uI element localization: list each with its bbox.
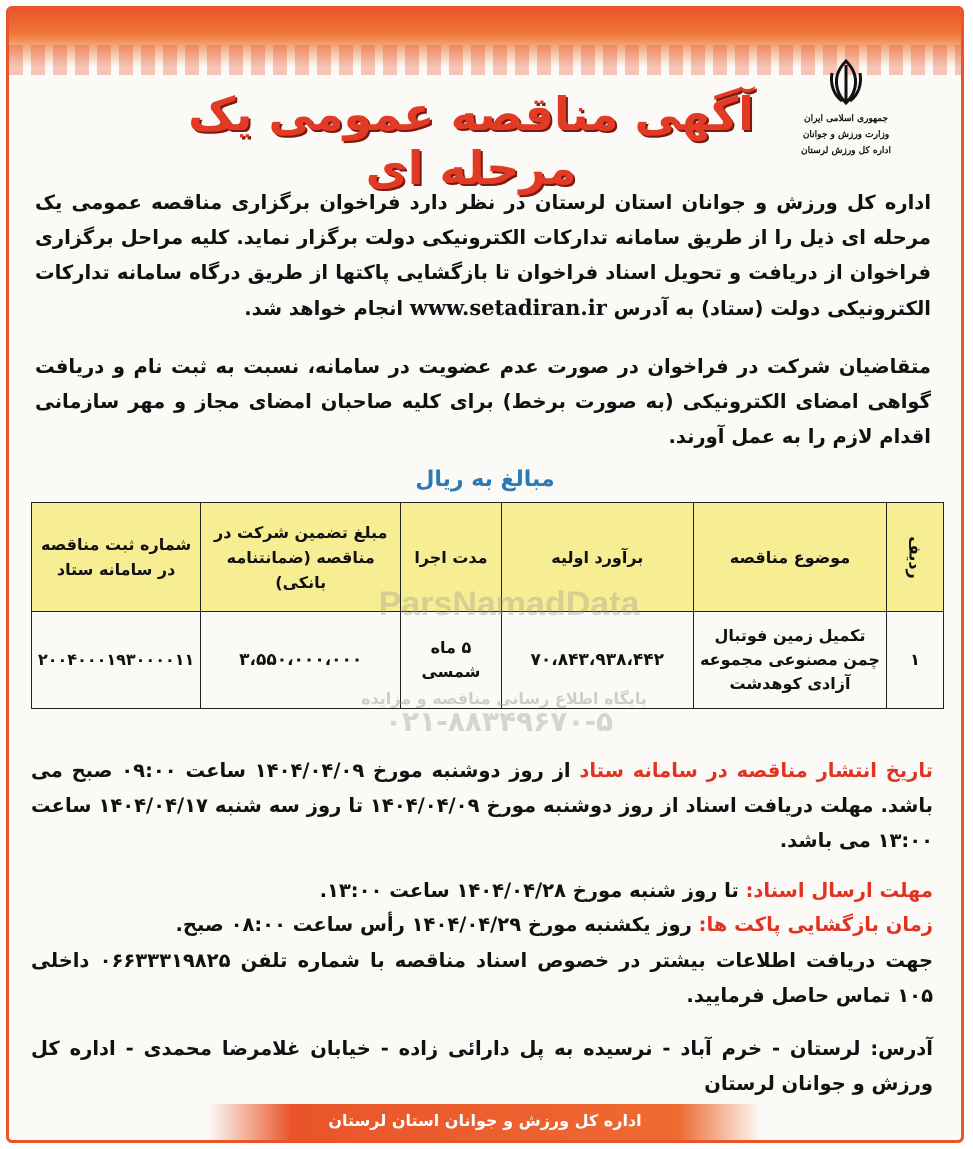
cell-duration: ۵ ماه شمسی bbox=[401, 612, 502, 709]
cell-estimate: ۷۰،۸۴۳،۹۳۸،۴۴۲ bbox=[501, 612, 693, 709]
contact-info: جهت دریافت اطلاعات بیشتر در خصوص اسناد مناقصه با شماره تلفن ۰۶۶۳۳۳۱۹۸۲۵ داخلی ۱۰۵ تماس حاصل فرمایید. bbox=[31, 949, 933, 1007]
cell-registration: ۲۰۰۴۰۰۰۱۹۳۰۰۰۰۱۱ bbox=[32, 612, 201, 709]
emblem-line-2: وزارت ورزش و جوانان bbox=[802, 130, 890, 140]
registration-paragraph: متقاضیان شرکت در فراخوان در صورت عدم عضویت در سامانه، نسبت به ثبت نام و دریافت گواهی امضای الکترونیکی (به صورت برخط) برای کلیه صاحبان امضای مجاز و مهر سازمانی اقدام لازم را به عمل آورند. bbox=[35, 355, 931, 448]
cell-guarantee: ۳،۵۵۰،۰۰۰،۰۰۰ bbox=[201, 612, 401, 709]
watermark-caption: پایگاه اطلاع رسانی مناقصه و مزایده bbox=[361, 689, 647, 708]
intro-paragraph bbox=[35, 185, 931, 326]
tender-notice bbox=[6, 6, 964, 1143]
header-guarantee: مبلغ تضمین شرکت در مناقصه (ضمانتنامه بانکی) bbox=[201, 503, 401, 612]
opening-text: روز یکشنبه مورخ ۱۴۰۴/۰۴/۲۹ رأس ساعت ۰۸:۰۰ صبح. bbox=[175, 913, 699, 936]
header-row-number: ردیف bbox=[887, 503, 944, 612]
watermark-brand: ParsNamadData bbox=[378, 585, 640, 623]
emblem-line-3: اداره کل ورزش لرستان bbox=[801, 146, 891, 156]
currency-note: مبالغ به ریال bbox=[415, 467, 555, 492]
setad-url: www.setadiran.ir bbox=[409, 295, 607, 320]
publish-text: از روز دوشنبه مورخ ۱۴۰۴/۰۴/۰۹ ساعت ۰۹:۰۰ صبح می باشد. مهلت دریافت اسناد از روز دوشنبه مورخ ۱۴۰۴/۰۴/۰۹ تا روز سه شنبه ۱۴۰۴/۰۴/۱۷ ساعت ۱۳:۰۰ می باشد. bbox=[31, 759, 933, 852]
intro-text-before-url: اداره کل ورزش و جوانان استان لرستان در نظر دارد فراخوان برگزاری مناقصه عمومی یک مرحله ای ذیل را از طریق سامانه تدارکات الکترونیکی دولت برگزار نماید. کلیه مراحل برگزاری فراخوان از دریافت و تحویل اسناد فراخوان تا بازگشایی پاکتها از طریق درگاه سامانه تدارکات الکترونیکی دولت (ستاد) به آدرس bbox=[35, 191, 931, 320]
cell-row-number: ۱ bbox=[887, 612, 944, 709]
notice-title: آگهی مناقصه عمومی یک مرحله ای bbox=[188, 87, 754, 195]
publish-label: تاریخ انتشار مناقصه در سامانه ستاد bbox=[579, 759, 933, 782]
submit-text: تا روز شنبه مورخ ۱۴۰۴/۰۴/۲۸ ساعت ۱۳:۰۰. bbox=[319, 879, 746, 902]
header-subject: موضوع مناقصه bbox=[693, 503, 886, 612]
opening-time bbox=[31, 907, 933, 942]
intro-text-after-url: انجام خواهد شد. bbox=[244, 297, 410, 320]
emblem-line-1: جمهوری اسلامی ایران bbox=[803, 114, 889, 124]
header-registration: شماره ثبت مناقصه در سامانه ستاد bbox=[32, 503, 201, 612]
address-info: آدرس: لرستان - خرم آباد - نرسیده به پل دارائی زاده - خیابان غلامرضا محمدی - اداره کل ورزش و جوانان لرستان bbox=[31, 1037, 933, 1095]
submit-label: مهلت ارسال اسناد: bbox=[745, 879, 933, 902]
header-duration: مدت اجرا bbox=[401, 503, 502, 612]
footer-banner: اداره کل ورزش و جوانان استان لرستان bbox=[209, 1104, 761, 1140]
header-estimate: برآورد اولیه bbox=[501, 503, 693, 612]
opening-label: زمان بازگشایی پاکت ها: bbox=[698, 913, 933, 936]
submit-deadline bbox=[31, 873, 933, 908]
emblem-icon bbox=[824, 57, 868, 107]
cell-subject: تکمیل زمین فوتبال چمن مصنوعی مجموعه آزادی کوهدشت bbox=[693, 612, 886, 709]
watermark-phone: ۰۲۱-۸۸۳۴۹۶۷۰-۵ bbox=[384, 705, 614, 738]
publish-info bbox=[31, 753, 933, 858]
iran-emblem bbox=[791, 57, 901, 159]
